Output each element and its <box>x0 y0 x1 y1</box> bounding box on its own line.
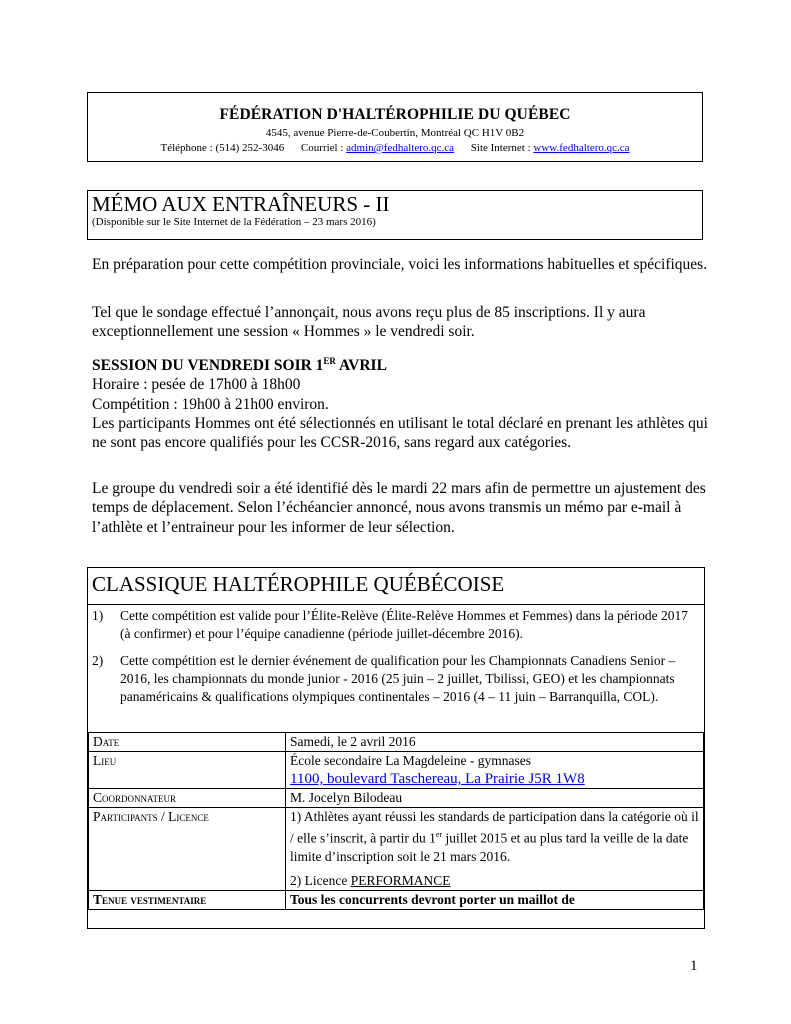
tenue-value: Tous les concurrents devront porter un maillot de <box>286 890 704 909</box>
list-number: 1) <box>92 608 104 623</box>
email-link[interactable]: admin@fedhaltero.qc.ca <box>346 142 455 154</box>
intro-paragraph-1 <box>92 255 712 274</box>
session-participants: Les participants Hommes ont été sélectionnés en utilisant le total déclaré en prenant les athlètes qui ne sont pas encore qualifiés pour les CCSR-2016, sans regard aux catégories. <box>92 414 708 452</box>
date-value: Samedi, le 2 avril 2016 <box>286 733 704 752</box>
federation-contact <box>88 142 702 154</box>
lieu-label: Lieu <box>89 752 286 789</box>
divider <box>88 604 704 605</box>
federation-header <box>87 92 703 162</box>
table-row <box>89 890 704 909</box>
date-label: Date <box>89 733 286 752</box>
list-text: Cette compétition est valide pour l’Élite-Relève (Élite-Relève Hommes et Femmes) dans la période 2017 (à confirmer) et pour l’équipe canadienne (période juillet-décembre 2016). <box>120 608 688 641</box>
lieu-address-link[interactable]: 1100, boulevard Taschereau, La Prairie J5R 1W8 <box>290 771 585 787</box>
session-title: SESSION DU VENDREDI SOIR 1ER AVRIL <box>92 356 387 374</box>
licence-requirement: 2) Licence PERFORMANCE <box>290 872 451 888</box>
telephone: Téléphone : (514) 252-3046 <box>160 142 285 154</box>
session-horaire: Horaire : pesée de 17h00 à 18h00 <box>92 376 301 394</box>
intro-text-2: Tel que le sondage effectué l’annonçait, nous avons reçu plus de 85 inscriptions. Il y aura exceptionnellement une session « Hommes » le vendredi soir. <box>92 304 646 341</box>
coordonnateur-value: M. Jocelyn Bilodeau <box>286 789 704 808</box>
intro-text-1: En préparation pour cette compétition provinciale, voici les informations habituelles et spécifiques. <box>92 256 708 273</box>
list-item <box>92 607 698 643</box>
email-label: Courriel : <box>300 142 344 154</box>
session-section <box>92 352 712 452</box>
participants-label: Participants / Licence <box>89 808 286 891</box>
list-number: 2) <box>92 653 104 668</box>
table-row <box>89 789 704 808</box>
lieu-name: École secondaire La Magdeleine - gymnases <box>290 753 532 768</box>
participants-value <box>286 808 704 891</box>
session-competition: Compétition : 19h00 à 21h00 environ. <box>92 395 329 413</box>
federation-name: FÉDÉRATION D'HALTÉROPHILIE DU QUÉBEC <box>219 106 571 123</box>
event-info-table <box>88 732 704 910</box>
session-groupe <box>92 479 712 537</box>
website-label: Site Internet : <box>470 142 531 154</box>
session-groupe-text: Le groupe du vendredi soir a été identifié dès le mardi 22 mars afin de permettre un ajustement des temps de déplacement. Selon l’échéancier annoncé, nous avons transmis un mémo par e-mail à l’athlète et l’entraineur pour les informer de leur sélection. <box>92 480 706 536</box>
list-text: Cette compétition est le dernier événement de qualification pour les Championnats Canadiens Senior – 2016, les championnats du monde junior - 2016 (25 juin – 2 juillet, Tbilissi, GEO) et les championnats panaméricains & qualifications olympiques continentales – 2016 (4 – 11 juin – Barranquilla, COL). <box>120 653 676 704</box>
intro-paragraph-2 <box>92 303 712 342</box>
classique-title: CLASSIQUE HALTÉROPHILE QUÉBÉCOISE <box>92 572 505 596</box>
participants-criteria: 1) Athlètes ayant réussi les standards de participation dans la catégorie où il / elle s’inscrit, à partir du 1er juillet 2015 et au plus tard la veille de la date limite d’inscription soit le 21 mars 2016. <box>290 809 699 864</box>
tenue-label: Tenue vestimentaire <box>89 890 286 909</box>
memo-title: MÉMO AUX ENTRAÎNEURS - II <box>92 192 390 216</box>
table-row <box>89 752 704 789</box>
federation-address: 4545, avenue Pierre-de-Coubertin, Montréal QC H1V 0B2 <box>265 127 525 139</box>
classique-list <box>92 607 698 715</box>
website-link[interactable]: www.fedhaltero.qc.ca <box>533 142 630 154</box>
memo-subtitle: (Disponible sur le Site Internet de la Fédération – 23 mars 2016) <box>92 216 376 228</box>
memo-header <box>87 190 703 240</box>
coordonnateur-label: Coordonnateur <box>89 789 286 808</box>
lieu-value <box>286 752 704 789</box>
table-row <box>89 733 704 752</box>
page-number: 1 <box>690 958 698 974</box>
table-row <box>89 808 704 891</box>
list-item <box>92 652 698 706</box>
classique-section <box>87 567 705 929</box>
